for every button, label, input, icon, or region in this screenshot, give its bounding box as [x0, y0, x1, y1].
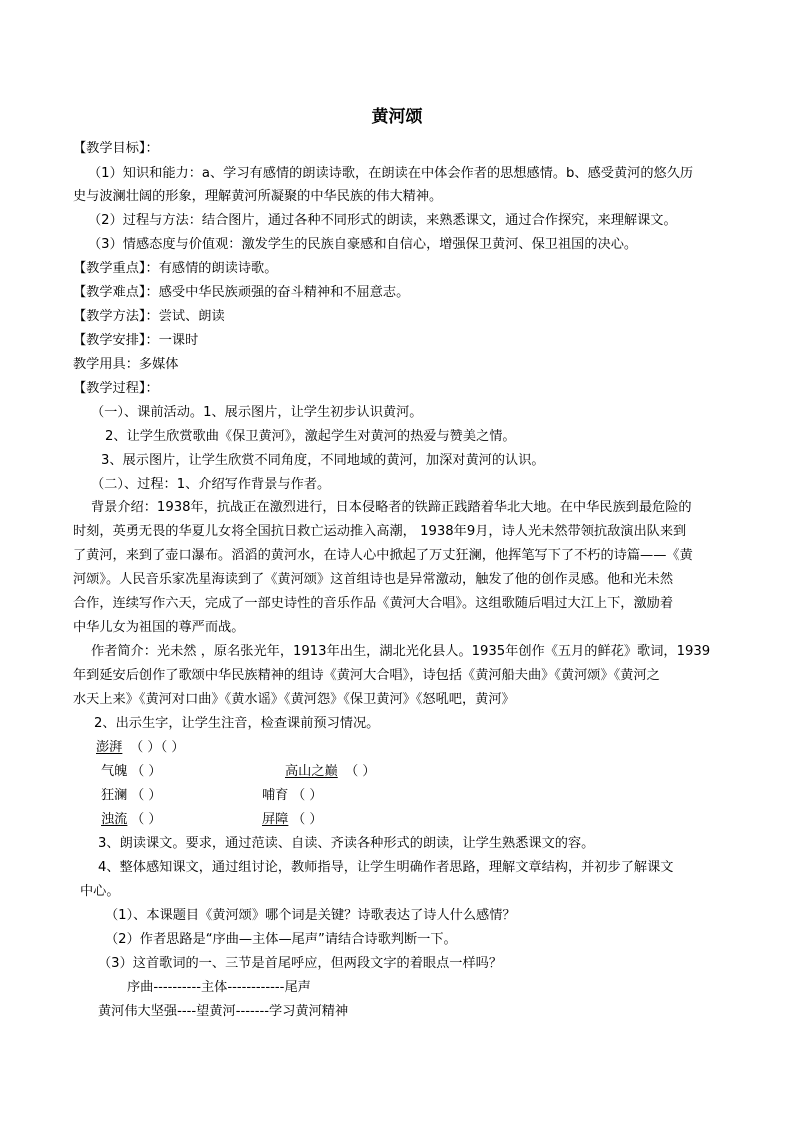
- vocab-blank-1: （ ）（ ）: [130, 740, 185, 755]
- structure-line-1: 序曲----------主体------------尾声: [127, 980, 311, 995]
- page-title: 黄河颂: [371, 107, 423, 127]
- background-line-4: 河颂》。人民音乐家冼星海读到了《黄河颂》这首组诗也是异常激动，触发了他的创作灵感。他和光未然: [73, 572, 674, 587]
- question-2: （2）作者思路是“序曲—主体—尾声”请结合诗歌判断一下。: [105, 932, 457, 947]
- background-line-3: 了黄河，来到了壶口瀑布。滔滔的黄河水，在诗人心中掀起了万丈狂澜，他挥笔写下了不朽的诗篇——《黄: [73, 548, 693, 563]
- step-3: 3、朗读课文。要求，通过范读、自读、齐读各种形式的朗读，让学生熟悉课文的容。: [98, 836, 595, 851]
- vocab-word-2: 气魄: [101, 764, 128, 779]
- process-step-1: （一）、课前活动。1、展示图片，让学生初步认识黄河。: [91, 405, 423, 420]
- vocab-blank-6: （ ）: [131, 812, 162, 827]
- teaching-tools: 教学用具：多媒体: [73, 357, 179, 372]
- vocab-word-4: 狂澜: [101, 788, 128, 803]
- background-line-6: 中华儿女为祖国的尊严而战。: [73, 620, 245, 635]
- vocab-word-1: 澎湃: [96, 740, 123, 755]
- step-4-line-2: 中心。: [80, 884, 120, 899]
- objective-1-line-2: 史与波澜壮阔的形象，理解黄河所凝聚的中华民族的伟大精神。: [73, 189, 443, 204]
- process-header: 【教学过程】：: [73, 381, 159, 396]
- background-line-2: 时刻，英勇无畏的华夏儿女将全国抗日救亡运动推入高潮， 1938年9月，诗人光未然带领抗敌演出队来到: [73, 524, 687, 539]
- teaching-methods: 【教学方法】：尝试、朗读: [73, 309, 225, 324]
- question-3: （3）这首歌词的一、三节是首尾呼应，但两段文字的着眼点一样吗？: [98, 956, 503, 971]
- objective-2: （2）过程与方法：结合图片，通过各种不同形式的朗读，来熟悉课文，通过合作探究，来理解课文。: [88, 213, 677, 228]
- difficulties: 【教学难点】：感受中华民族顽强的奋斗精神和不屈意志。: [73, 285, 410, 300]
- vocab-word-6: 浊流: [101, 812, 128, 827]
- objective-1-line-1: （1）知识和能力：a、学习有感情的朗读诗歌，在朗读在中体会作者的思想感情。b、感受黄河的悠久历: [88, 166, 694, 181]
- vocab-blank-4: （ ）: [131, 788, 162, 803]
- question-1: （1）、本课题目《黄河颂》哪个词是关键？诗歌表达了诗人什么感情？: [105, 908, 516, 923]
- vocab-blank-5: （ ）: [292, 788, 323, 803]
- vocab-blank-2: （ ）: [131, 764, 162, 779]
- background-line-5: 合作，连续写作六天，完成了一部史诗性的音乐作品《黄河大合唱》。这组歌随后唱过大江上下，激励着: [73, 596, 674, 611]
- vocab-word-7: 屏障: [262, 812, 289, 827]
- background-line-1: 背景介绍：1938年，抗战正在激烈进行，日本侵略者的铁蹄正践踏着华北大地。在中华民族到最危险的: [91, 500, 692, 515]
- vocab-word-3: 高山之巅: [285, 764, 338, 779]
- process-step-3: 3、展示图片，让学生欣赏不同角度，不同地域的黄河，加深对黄河的认识。: [101, 453, 545, 468]
- process-step-4: （二）、过程：1、介绍写作背景与作者。: [91, 477, 331, 492]
- step-2: 2、出示生字，让学生注音，检查课前预习情况。: [94, 716, 380, 731]
- structure-line-2: 黄河伟大坚强----望黄河-------学习黄河精神: [98, 1004, 349, 1019]
- author-line-3: 水天上来》《黄河对口曲》《黄水谣》《黄河怨》《保卫黄河》《怒吼吧，黄河》: [73, 692, 515, 707]
- step-4-line-1: 4、整体感知课文，通过组讨论，教师指导，让学生明确作者思路，理解文章结构，并初步了解课文: [98, 860, 674, 875]
- vocab-blank-3: （ ）: [345, 764, 376, 779]
- objectives-header: 【教学目标】：: [73, 141, 159, 156]
- author-line-1: 作者简介：光未然 ，原名张光年，1913年出生，湖北光化县人。1935年创作《五月的鲜花》歌词，1939: [91, 644, 711, 659]
- vocab-word-5: 哺育: [262, 788, 289, 803]
- author-line-2: 年到延安后创作了歌颂中华民族精神的组诗《黄河大合唱》，诗包括《黄河船夫曲》《黄河颂》《黄河之: [73, 668, 660, 683]
- vocab-blank-7: （ ）: [292, 812, 323, 827]
- objective-3: （3）情感态度与价值观：激发学生的民族自豪感和自信心，增强保卫黄河、保卫祖国的决心。: [88, 237, 638, 252]
- teaching-schedule: 【教学安排】：一课时: [73, 333, 199, 348]
- key-points: 【教学重点】：有感情的朗读诗歌。: [73, 261, 278, 276]
- process-step-2: 2、让学生欣赏歌曲《保卫黄河》，激起学生对黄河的热爱与赞美之情。: [105, 429, 516, 444]
